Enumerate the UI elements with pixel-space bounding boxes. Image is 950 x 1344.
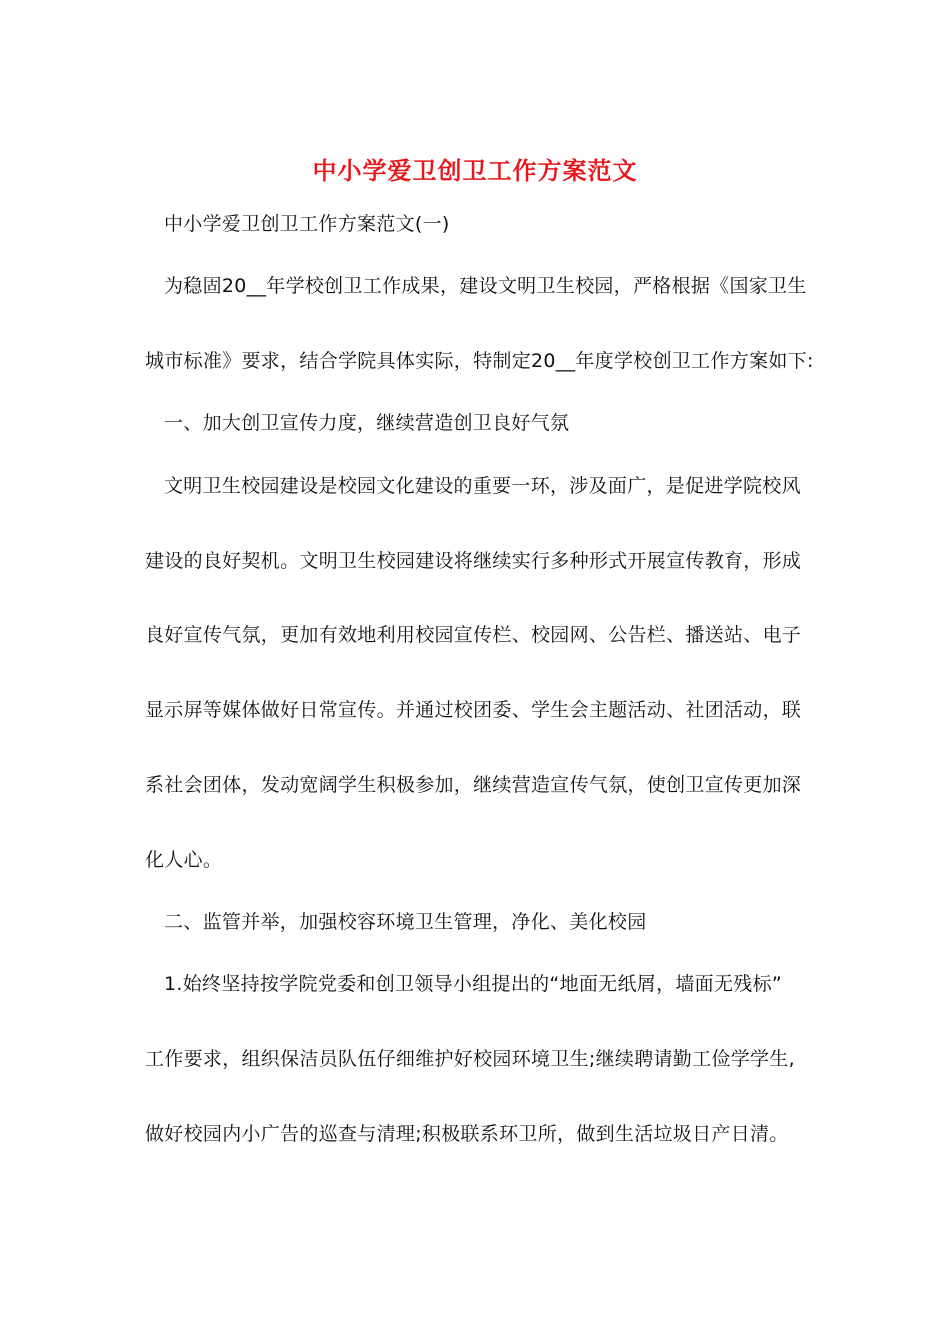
paragraph-line: 为稳固20__年学校创卫工作成果，建设文明卫生校园，严格根据《国家卫生 xyxy=(164,275,807,297)
section-heading: 二、监管并举，加强校容环境卫生管理，净化、美化校园 xyxy=(164,911,647,933)
paragraph-line: 化人心。 xyxy=(145,849,223,871)
document-title: 中小学爱卫创卫工作方案范文 xyxy=(312,156,638,185)
paragraph-line: 城市标准》要求，结合学院具体实际，特制定20__年度学校创卫工作方案如下: xyxy=(145,350,814,372)
subtitle-line: 中小学爱卫创卫工作方案范文(一) xyxy=(164,213,450,235)
paragraph-line: 显示屏等媒体做好日常宣传。并通过校团委、学生会主题活动、社团活动，联 xyxy=(145,699,802,721)
paragraph-line: 工作要求，组织保洁员队伍仔细维护好校园环境卫生;继续聘请勤工俭学学生, xyxy=(145,1048,795,1070)
paragraph-line: 1.始终坚持按学院党委和创卫领导小组提出的“地面无纸屑，墙面无残标” xyxy=(164,973,783,995)
paragraph-line: 文明卫生校园建设是校园文化建设的重要一环，涉及面广，是促进学院校风 xyxy=(164,475,801,497)
paragraph-line: 系社会团体，发动宽阔学生积极参加，继续营造宣传气氛，使创卫宣传更加深 xyxy=(145,774,802,796)
paragraph-line: 做好校园内小广告的巡查与清理;积极联系环卫所，做到生活垃圾日产日清。 xyxy=(145,1123,789,1145)
paragraph-line: 良好宣传气氛，更加有效地利用校园宣传栏、校园网、公告栏、播送站、电子 xyxy=(145,624,802,646)
paragraph-line: 建设的良好契机。文明卫生校园建设将继续实行多种形式开展宣传教育，形成 xyxy=(145,550,802,572)
section-heading: 一、加大创卫宣传力度，继续营造创卫良好气氛 xyxy=(164,412,570,434)
